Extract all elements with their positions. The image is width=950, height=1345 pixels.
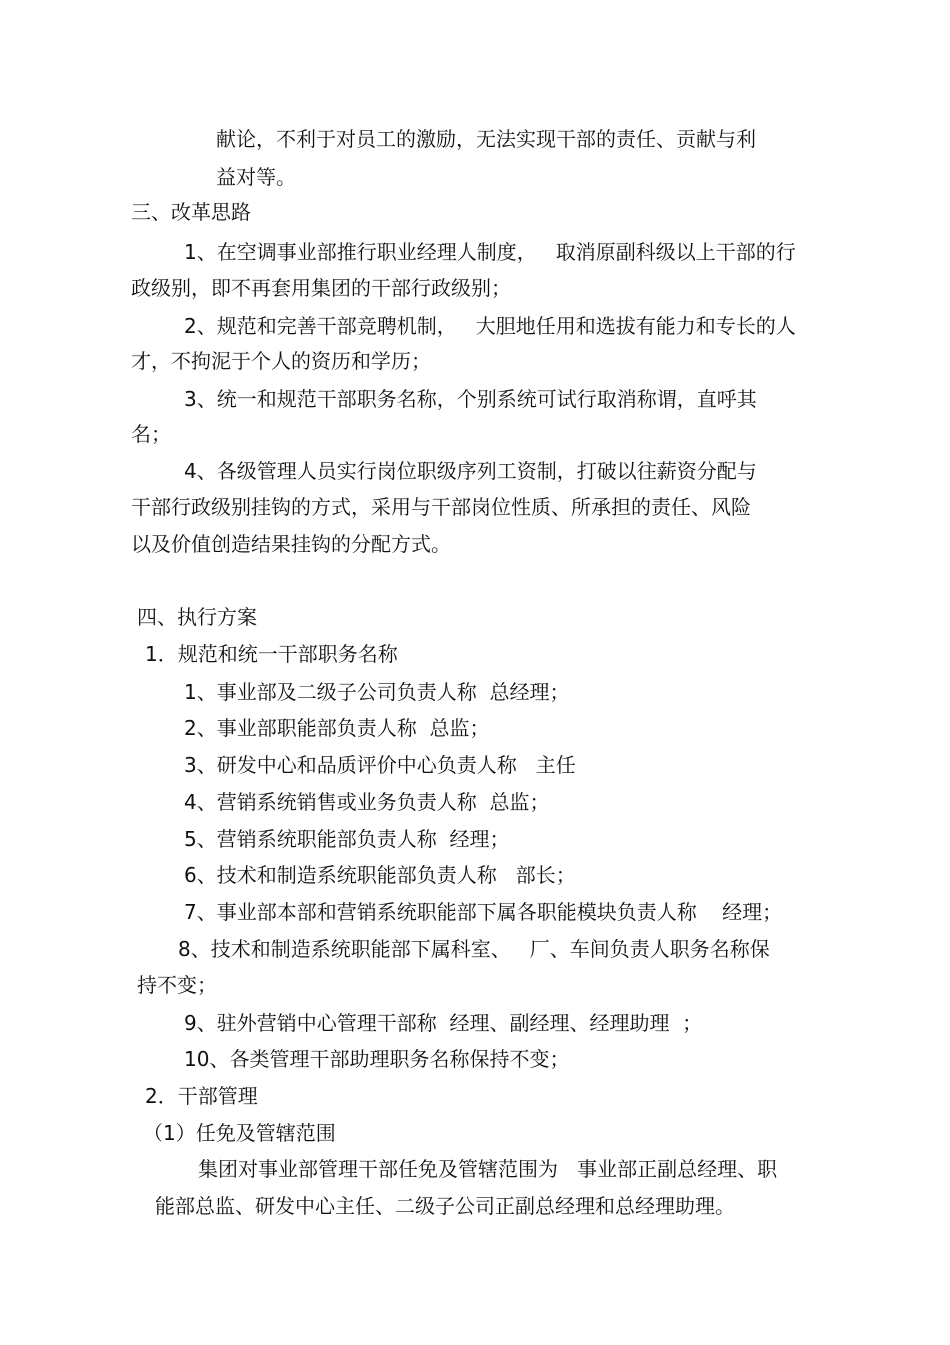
list-item: 6、技术和制造系统职能部负责人称 部长； [184,863,576,887]
text-line: 才，不拘泥于个人的资历和学历； [131,349,431,373]
list-item: 4、营销系统销售或业务负责人称 总监； [184,790,550,814]
list-item: 10、各类管理干部助理职务名称保持不变； [184,1047,570,1071]
list-item: 2、事业部职能部负责人称 总监； [184,716,490,740]
text-line: 能部总监、研发中心主任、二级子公司正副总经理和总经理助理。 [155,1194,735,1218]
text-line: 2、规范和完善干部竞聘机制， 大胆地任用和选拔有能力和专长的人 [184,314,796,338]
text-line: 干部行政级别挂钩的方式，采用与干部岗位性质、所承担的责任、风险 [131,495,751,519]
text-line: 3、统一和规范干部职务名称，个别系统可试行取消称谓，直呼其 [184,387,757,411]
text-line: 1、在空调事业部推行职业经理人制度， 取消原副科级以上干部的行 [184,240,796,264]
list-item: 8、技术和制造系统职能部下属科室、 厂、车间负责人职务名称保 [178,937,770,961]
list-item: 9、驻外营销中心管理干部称 经理、副经理、经理助理 ； [184,1011,703,1035]
text-line: 献论，不利于对员工的激励，无法实现干部的责任、贡献与利 [216,127,756,151]
text-line: 名； [131,422,171,446]
list-item: 7、事业部本部和营销系统职能部下属各职能模块负责人称 经理； [184,900,783,924]
section-heading: 三、改革思路 [131,200,251,224]
text-line: 集团对事业部管理干部任免及管辖范围为 事业部正副总经理、职 [198,1157,778,1181]
text-line: 政级别，即不再套用集团的干部行政级别； [131,276,511,300]
list-item: 1、事业部及二级子公司负责人称 总经理； [184,680,570,704]
subsection-heading: 1．规范和统一干部职务名称 [145,642,398,666]
subsection-heading: 2．干部管理 [145,1084,258,1108]
list-item: 5、营销系统职能部负责人称 经理； [184,827,510,851]
text-line: 持不变； [137,973,217,997]
section-heading: 四、执行方案 [137,605,257,629]
text-line: 以及价值创造结果挂钩的分配方式。 [131,532,451,556]
text-line: 益对等。 [216,165,296,189]
subsection-heading: （1）任免及管辖范围 [143,1121,336,1145]
text-line: 4、各级管理人员实行岗位职级序列工资制，打破以往薪资分配与 [184,459,757,483]
list-item: 3、研发中心和品质评价中心负责人称 主任 [184,753,576,777]
